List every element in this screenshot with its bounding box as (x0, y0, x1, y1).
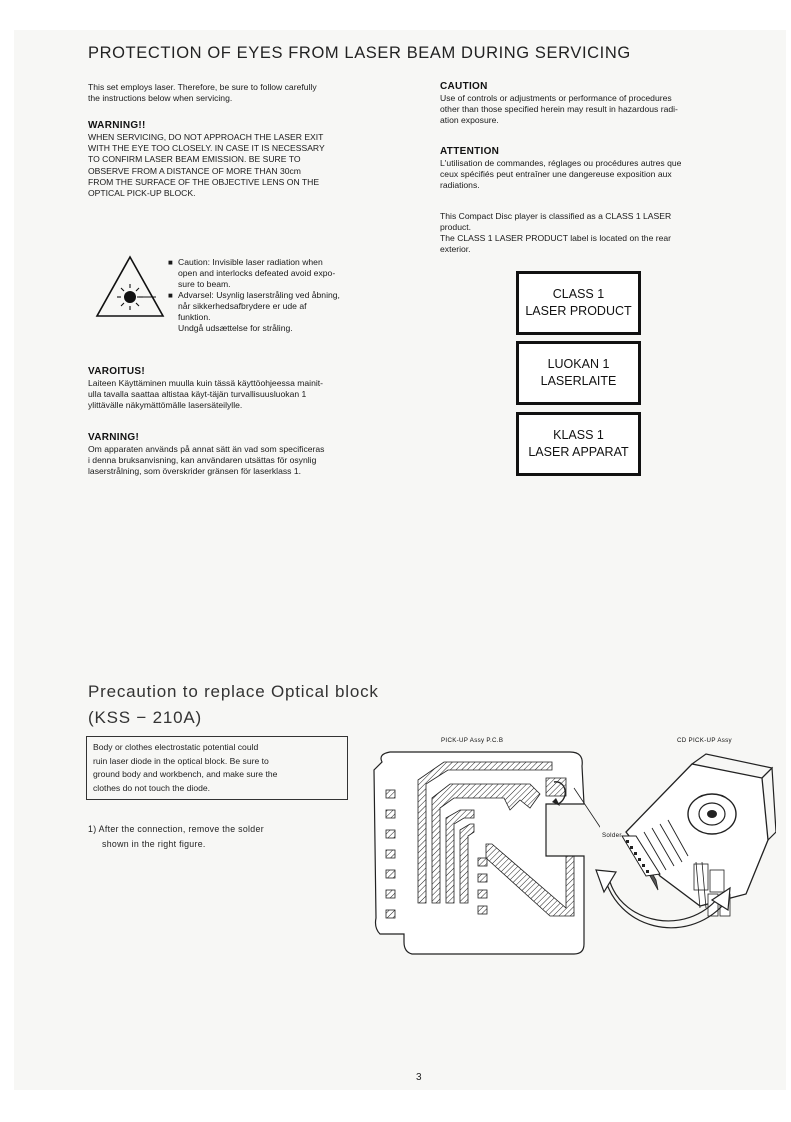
pickup-label: CD PICK-UP Assy (677, 737, 732, 744)
caution-line: Use of controls or adjustments or performance of procedures (440, 93, 672, 103)
bullet-square-icon: ■ (168, 258, 173, 267)
box-line: clothes do not touch the diode. (93, 782, 211, 793)
varoitus-heading: VAROITUS! (88, 366, 145, 377)
step-instruction (88, 822, 358, 851)
varoitus-line: Laiteen Käyttäminen muulla kuin tässä käyttöohjeessa mainit- (88, 378, 324, 388)
varoitus-line: ylittävälle näkymättömälle lasersäteilylle. (88, 400, 243, 410)
page-number: 3 (416, 1072, 422, 1083)
bullet-line: sure to beam. (178, 279, 231, 289)
bullet-line: open and interlocks defeated avoid expo- (178, 268, 336, 278)
box-line: ground body and workbench, and make sure the (93, 769, 278, 780)
label-line: LASER APPARAT (528, 445, 629, 459)
class-info-line: This Compact Disc player is classified as a CLASS 1 LASER (440, 211, 672, 221)
label-line: LUOKAN 1 (547, 357, 610, 371)
class-info-line: exterior. (440, 244, 471, 254)
varning-heading: VARNING! (88, 432, 140, 443)
warning-line: OBSERVE FROM A DISTANCE OF MORE THAN 30cm (88, 165, 301, 176)
varning-line: Om apparaten används på annat sätt än vad som specificeras (88, 444, 325, 454)
varoitus-line: ulla tavalla saattaa altistaa käyt-täjän turvallisuusluokan 1 (88, 389, 307, 399)
varning-line: i denna bruksanvisning, kan användaren utsättas för osynlig (88, 455, 317, 465)
bullet-item (168, 290, 386, 334)
bullet-line: funktion. (178, 312, 211, 322)
precaution-model: (KSS − 210A) (88, 708, 203, 727)
electrostatic-warning-box (86, 736, 348, 800)
step-line: 1) After the connection, remove the solder (88, 824, 264, 834)
varning-text (88, 444, 388, 477)
class1-label (516, 271, 641, 335)
warning-text (88, 132, 388, 199)
laser-hazard-icon (94, 254, 166, 320)
bullet-square-icon: ■ (168, 291, 173, 300)
warning-heading: WARNING!! (88, 120, 146, 131)
attention-heading: ATTENTION (440, 146, 500, 157)
varoitus-text (88, 378, 388, 411)
varning-line: laserstrålning, som överskrider gränsen för laserklass 1. (88, 466, 302, 476)
caution-line: ation exposure. (440, 115, 499, 125)
bullet-line: Advarsel: Usynlig laserstråling ved åbning, (178, 290, 340, 300)
intro-line: the instructions below when servicing. (88, 93, 233, 103)
caution-heading: CAUTION (440, 81, 488, 92)
pcb-label: PICK-UP Assy P.C.B (441, 737, 504, 744)
warning-line: FROM THE SURFACE OF THE OBJECTIVE LENS ON THE (88, 176, 320, 187)
class-info-text (440, 211, 745, 255)
class-info-line: product. (440, 222, 472, 232)
intro-text (88, 82, 388, 104)
bullet-line: når sikkerhedsafbrydere er ude af (178, 301, 307, 311)
step-line: shown in the right figure. (102, 838, 206, 849)
bullet-line: Undgå udsættelse for stråling. (178, 323, 293, 333)
laser-caution-bullets (168, 257, 386, 334)
klass1-label (516, 412, 641, 476)
class-info-line: The CLASS 1 LASER PRODUCT label is located on the rear (440, 233, 672, 243)
caution-line: other than those specified herein may result in hazardous radi- (440, 104, 678, 114)
attention-line: ceux spécifiés peut entraîner une dangereuse exposition aux (440, 169, 672, 179)
warning-line: WHEN SERVICING, DO NOT APPROACH THE LASER EXIT (88, 132, 324, 142)
precaution-title: Precaution to replace Optical block (88, 682, 379, 701)
label-line: CLASS 1 (552, 287, 605, 301)
page-title: PROTECTION OF EYES FROM LASER BEAM DURING SERVICING (88, 44, 631, 62)
label-line: KLASS 1 (553, 428, 604, 442)
caution-text (440, 93, 745, 126)
warning-line: WITH THE EYE TOO CLOSELY. IN CASE IT IS NECESSARY (88, 143, 325, 154)
bullet-item (168, 257, 386, 290)
pcb-figure (370, 748, 600, 958)
box-line: ruin laser diode in the optical block. Be sure to (93, 755, 269, 766)
luokan1-label (516, 341, 641, 405)
curved-arrow-icon (590, 860, 740, 950)
label-line: LASER PRODUCT (525, 304, 632, 318)
box-line: Body or clothes electrostatic potential could (93, 742, 259, 752)
warning-line: TO CONFIRM LASER BEAM EMISSION. BE SURE TO (88, 154, 301, 165)
warning-line: OPTICAL PICK-UP BLOCK. (88, 188, 196, 199)
attention-text (440, 158, 745, 191)
intro-line: This set employs laser. Therefore, be sure to follow carefully (88, 82, 317, 92)
attention-line: L'utilisation de commandes, réglages ou procédures autres que (440, 158, 682, 168)
solder-label: Solder (602, 832, 622, 839)
bullet-line: Caution: Invisible laser radiation when (178, 257, 323, 267)
label-line: LASERLAITE (540, 374, 617, 388)
attention-line: radiations. (440, 180, 480, 190)
